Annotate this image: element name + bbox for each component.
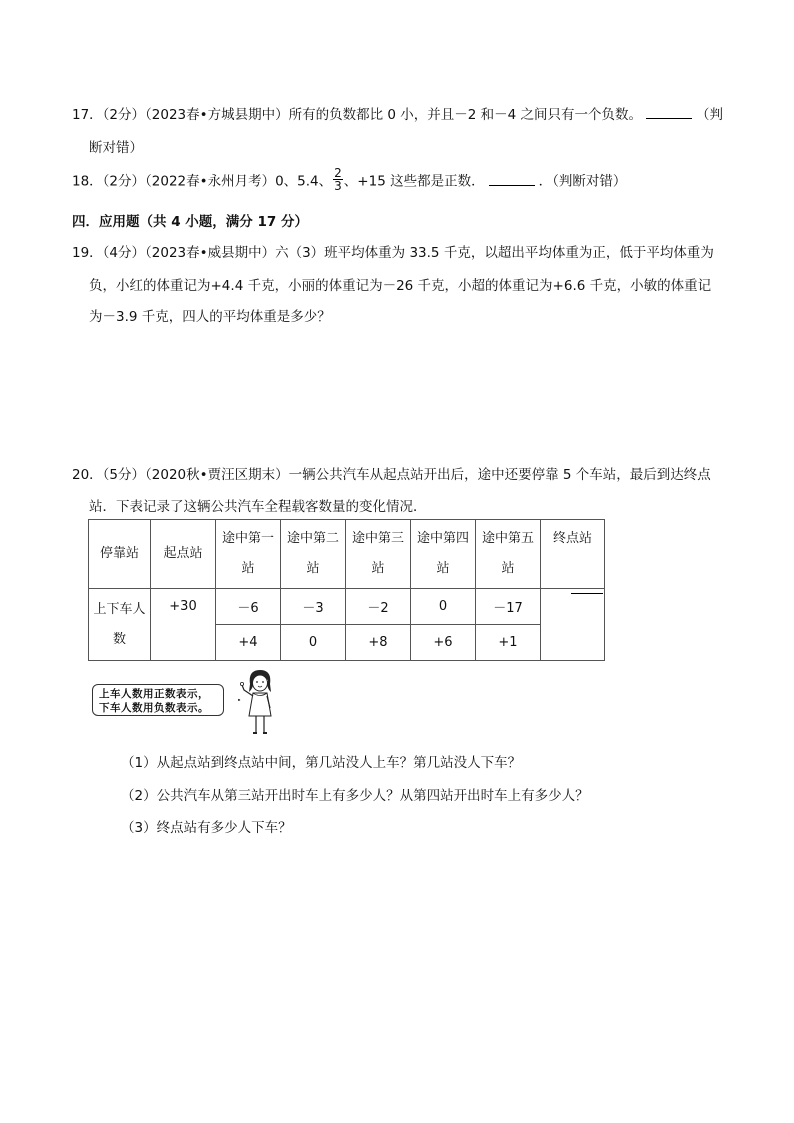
down-cell	[476, 589, 541, 625]
down-cell	[346, 589, 411, 625]
fraction	[333, 167, 343, 192]
cell-value: +1	[498, 635, 518, 650]
row-label-text: 数	[112, 631, 126, 647]
row-label-text: 上下车人	[93, 601, 146, 617]
cell-value: 0	[438, 599, 448, 614]
header-text: 停靠站	[99, 546, 139, 561]
fraction-numerator: 2	[334, 166, 342, 180]
header-text: 站	[436, 561, 450, 576]
girl-illustration-icon	[238, 666, 280, 738]
cell-value: 0	[308, 635, 318, 650]
q20-text-2: 站．下表记录了这辆公共汽车全程载客数量的变化情况．	[89, 499, 427, 515]
cell-value: +6	[433, 635, 453, 650]
cell-value: +4	[238, 635, 258, 650]
cell-value: －3	[302, 601, 324, 616]
table-header-cell	[216, 520, 281, 589]
table-header-row	[89, 520, 605, 589]
section-heading	[72, 210, 308, 230]
q17-line2	[89, 136, 143, 156]
up-cell	[411, 625, 476, 661]
row-label-cell	[89, 589, 151, 661]
q17-line1	[72, 103, 723, 123]
terminal-answer-cell[interactable]	[541, 589, 605, 661]
table-header-cell	[541, 520, 605, 589]
sub-question: （2）公共汽车从第三站开出时车上有多少人？从第四站开出时车上有多少人？	[121, 788, 589, 804]
q19-text: 19．（4分）（2023春•威县期中）六（3）班平均体重为 33.5 千克，以超出平均体重为正，低于平均体重为	[72, 245, 714, 261]
passenger-table	[88, 519, 605, 661]
q20-line2	[89, 495, 427, 515]
q19-text-2: 负，小红的体重记为+4.4 千克，小丽的体重记为－26 千克，小超的体重记为+6.6 千克，小敏的体重记	[89, 278, 712, 294]
q17-answer-blank[interactable]	[646, 105, 692, 119]
q19-text-3: 为－3.9 千克，四人的平均体重是多少？	[89, 309, 331, 325]
q20-sub2	[121, 784, 589, 804]
start-value-cell	[151, 589, 216, 661]
speech-bubble	[92, 684, 224, 716]
table-header-cell	[476, 520, 541, 589]
sub-question: （1）从起点站到终点站中间，第几站没人上车？第几站没人下车？	[121, 755, 522, 771]
up-cell	[281, 625, 346, 661]
up-cell	[476, 625, 541, 661]
table-header-cell	[151, 520, 216, 589]
q19-line3	[89, 305, 331, 325]
q18-tail: ．（判断对错）	[538, 173, 627, 190]
q17-text-cont: 断对错）	[89, 140, 143, 156]
table-header-cell	[346, 520, 411, 589]
q17-tail: （判	[696, 107, 724, 123]
callout-text: 上车人数用正数表示，	[99, 688, 209, 700]
q18-text-suffix: 、+15 这些都是正数．	[343, 173, 485, 190]
q17-text: 17．（2分）（2023春•方城县期中）所有的负数都比 0 小，并且－2 和－4 之间只有一个负数。	[72, 107, 643, 123]
table-row	[89, 589, 605, 625]
cell-value: －2	[367, 601, 389, 616]
header-text: 站	[241, 561, 255, 576]
header-text: 站	[371, 561, 385, 576]
q19-line1	[72, 241, 714, 261]
cell-value: +8	[368, 635, 388, 650]
q20-line1	[72, 463, 711, 483]
header-text: 途中第五	[481, 531, 534, 546]
header-text: 站	[306, 561, 320, 576]
q19-line2	[89, 274, 711, 294]
header-text: 途中第四	[416, 531, 469, 546]
sub-question: （3）终点站有多少人下车？	[121, 820, 292, 836]
header-text: 起点站	[163, 546, 203, 561]
fraction-denominator: 3	[334, 179, 342, 193]
q20-sub3	[121, 816, 292, 836]
up-cell	[346, 625, 411, 661]
table-header-cell	[89, 520, 151, 589]
down-cell	[216, 589, 281, 625]
header-text: 途中第三	[351, 531, 404, 546]
q20-text: 20．（5分）（2020秋•贾汪区期末）一辆公共汽车从起点站开出后，途中还要停靠 5 个车站，最后到达终点	[72, 467, 711, 483]
down-cell	[281, 589, 346, 625]
q18-line	[72, 166, 627, 194]
q20-sub1	[121, 751, 521, 771]
section-title: 四．应用题（共 4 小题，满分 17 分）	[72, 214, 308, 230]
start-value: +30	[169, 599, 197, 614]
header-text: 途中第一	[221, 531, 274, 546]
up-cell	[216, 625, 281, 661]
cell-value: －6	[237, 601, 259, 616]
header-text: 途中第二	[286, 531, 339, 546]
table-header-cell	[281, 520, 346, 589]
terminal-answer-blank[interactable]	[571, 581, 603, 594]
header-text: 终点站	[552, 531, 592, 546]
q18-text: 18．（2分）（2022春•永州月考）0、5.4、	[72, 173, 333, 190]
down-cell	[411, 589, 476, 625]
q18-answer-blank[interactable]	[489, 172, 535, 186]
table-header-cell	[411, 520, 476, 589]
header-text: 站	[501, 561, 515, 576]
callout-text: 下车人数用负数表示。	[99, 702, 209, 714]
cell-value: －17	[493, 601, 523, 616]
